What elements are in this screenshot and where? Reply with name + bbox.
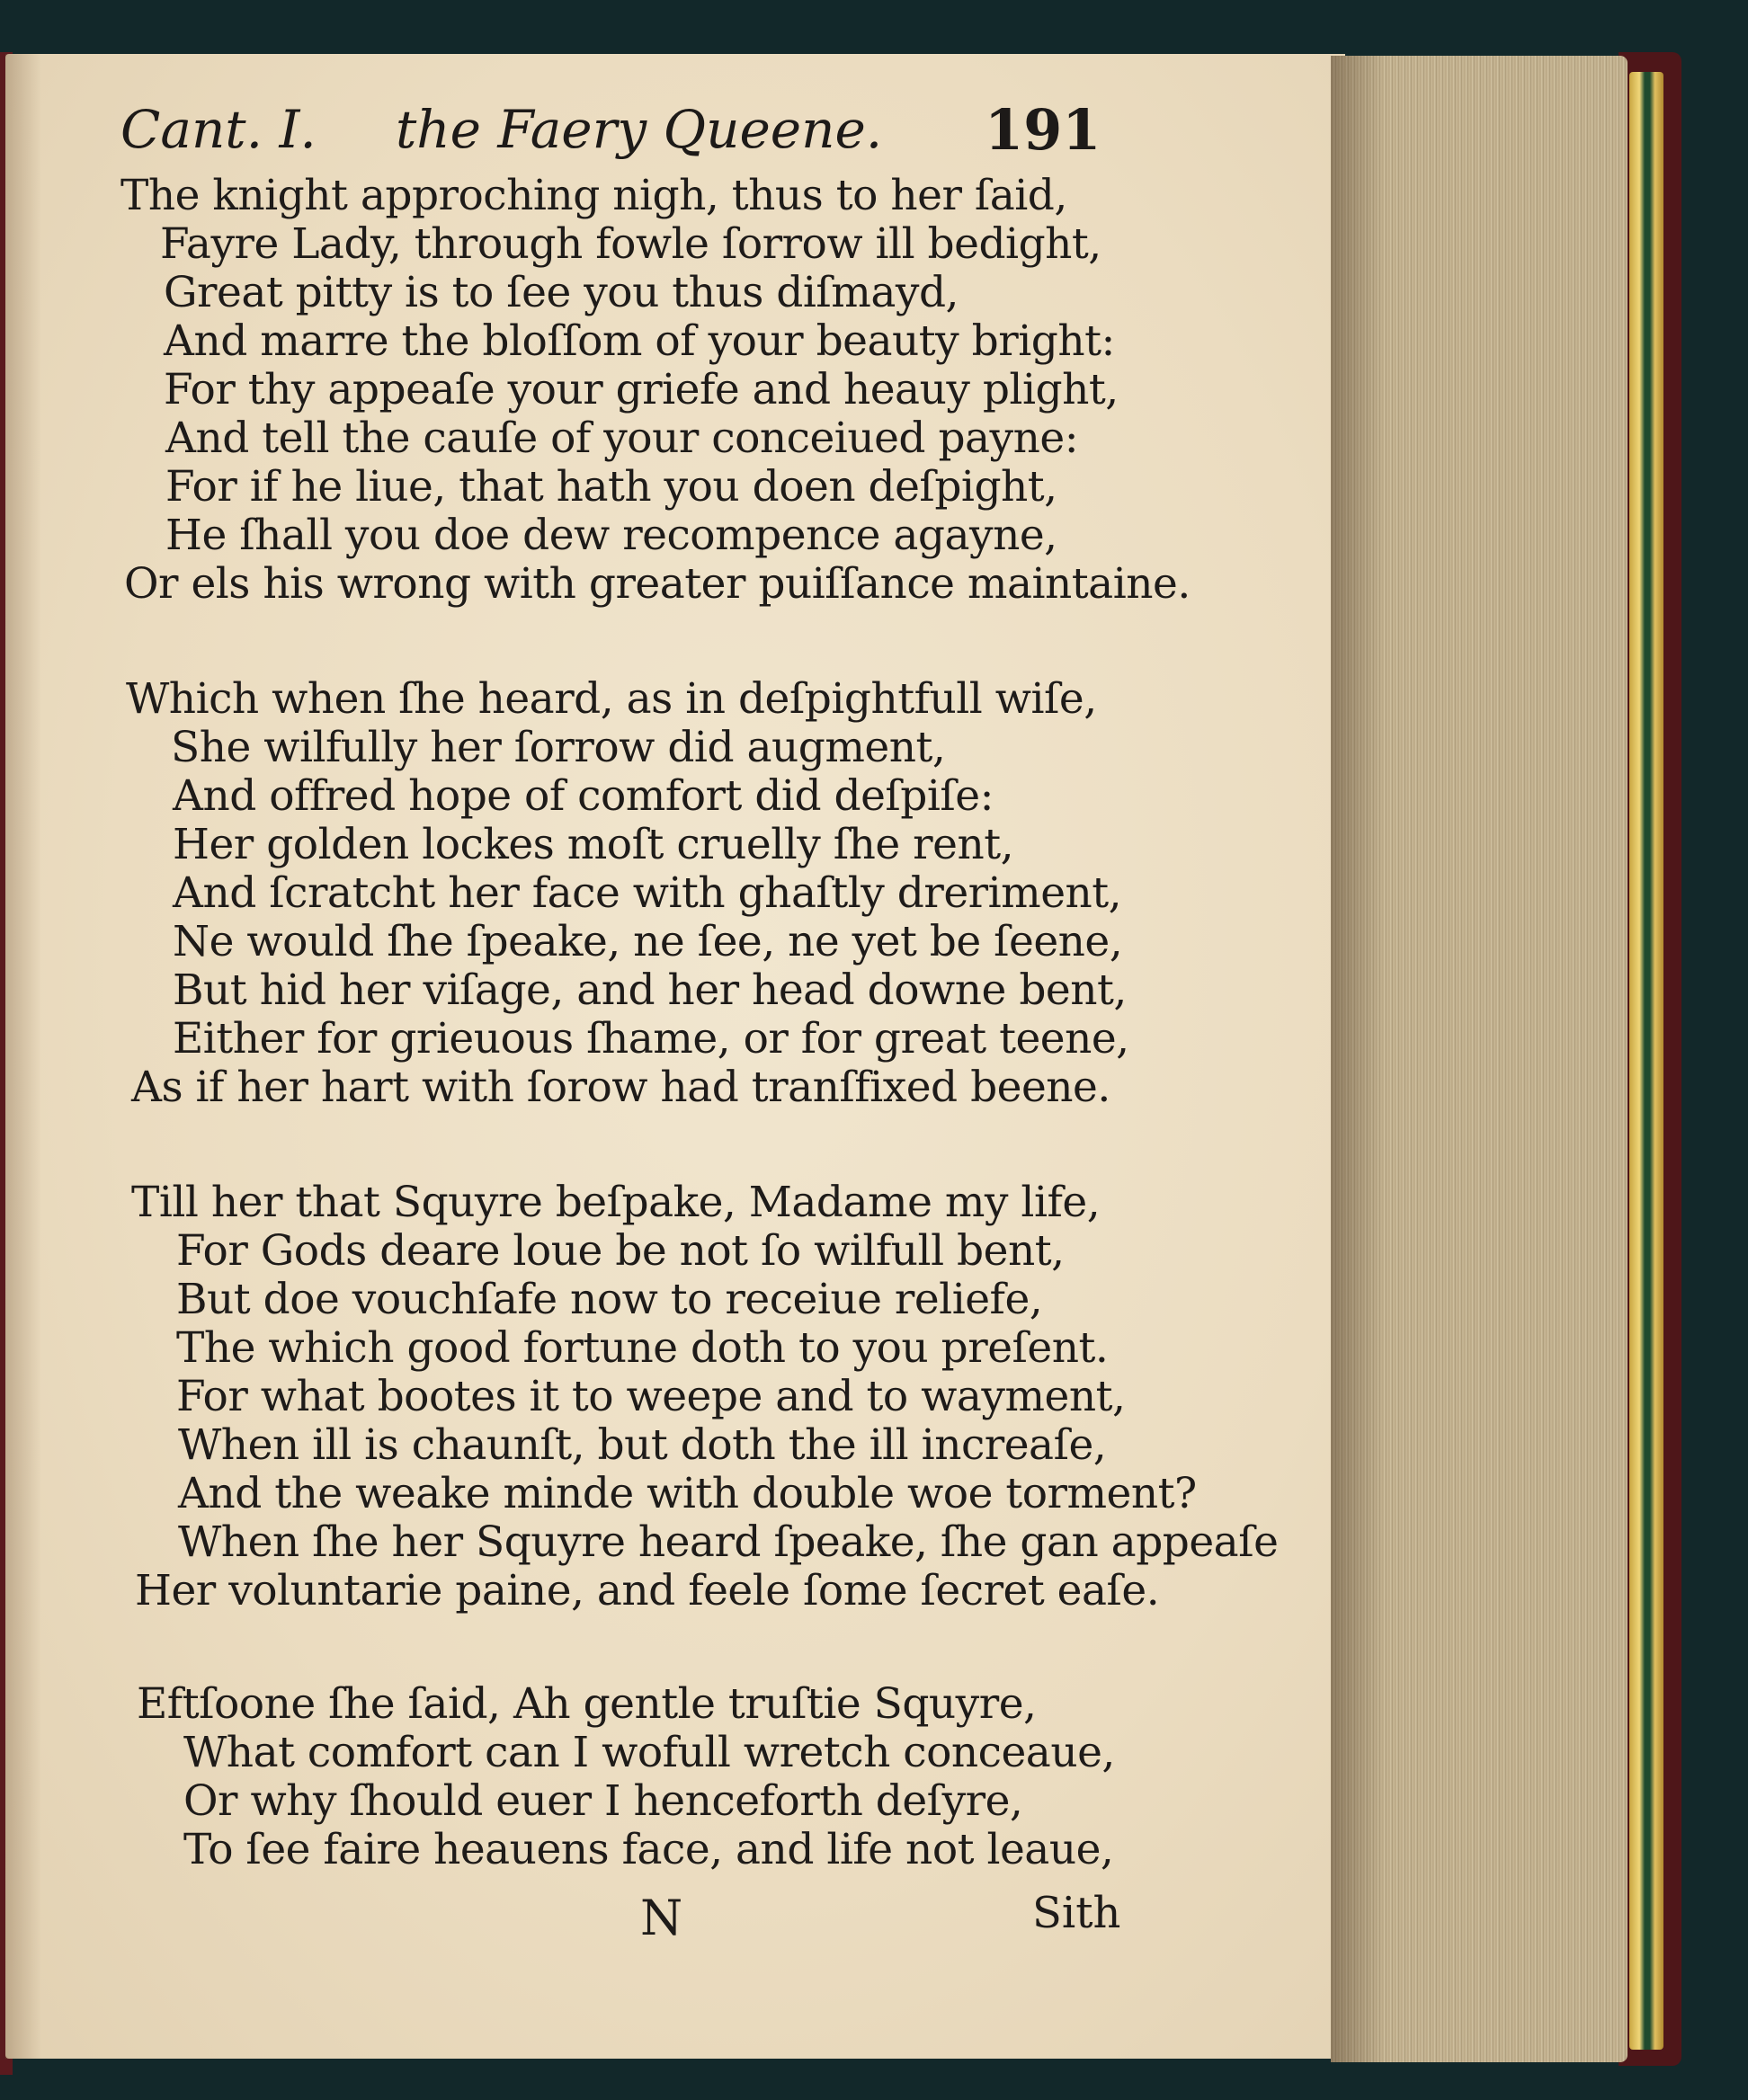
verse-line: Her golden lockes moſt cruelly ſhe rent,	[173, 820, 1014, 869]
running-header	[0, 90, 1169, 171]
verse-line: Either for grieuous ſhame, or for great teene,	[173, 1014, 1129, 1063]
catchword: Sith	[1032, 1888, 1121, 1938]
verse-line: The which good fortune doth to you preſent.	[176, 1323, 1109, 1373]
running-title: the Faery Queene.	[396, 99, 883, 160]
signature-mark: N	[640, 1890, 683, 1946]
verse-line: Ne would ſhe ſpeake, ne ſee, ne yet be ſeene,	[173, 917, 1123, 966]
page-number: 191	[985, 97, 1101, 163]
verse-line: But doe vouchſafe now to receiue reliefe,	[176, 1275, 1043, 1324]
gilt-edge-border	[1629, 72, 1663, 2050]
verse-line: For thy appeaſe your griefe and heauy plight,	[164, 365, 1119, 414]
verse-line: Which when ſhe heard, as in deſpightfull wiſe,	[126, 674, 1097, 724]
canto-label: Cant. I.	[120, 99, 317, 160]
verse-line: And tell the cauſe of your conceiued payne:	[165, 414, 1079, 463]
verse-line: When ill is chaunſt, but doth the ill increaſe,	[178, 1420, 1107, 1470]
verse-line: Fayre Lady, through fowle ſorrow ill bedight,	[160, 219, 1101, 269]
verse-line: When ſhe her Squyre heard ſpeake, ſhe gan appeaſe	[178, 1517, 1279, 1567]
verse-line: She wilfully her ſorrow did augment,	[171, 723, 946, 772]
verse-line: And offred hope of comfort did deſpiſe:	[173, 771, 994, 821]
verse-line: Or why ſhould euer I henceforth deſyre,	[183, 1776, 1023, 1826]
verse-line: To ſee faire heauens face, and life not leaue,	[183, 1825, 1114, 1874]
verse-line: For Gods deare loue be not ſo wilfull bent,	[176, 1226, 1065, 1276]
verse-line: Eftſoone ſhe ſaid, Ah gentle truſtie Squyre,	[137, 1679, 1037, 1729]
page-edge-shadow	[1331, 56, 1385, 2062]
verse-line: And marre the bloſſom of your beauty bright:	[164, 316, 1115, 366]
verse-line: As if her hart with ſorow had tranſfixed beene.	[131, 1063, 1110, 1112]
verse-line: For what bootes it to weepe and to wayment,	[176, 1372, 1126, 1421]
verse-line: Till her that Squyre beſpake, Madame my life,	[131, 1178, 1101, 1227]
gutter-shadow	[5, 54, 41, 2059]
verse-line: But hid her viſage, and her head downe bent,	[173, 965, 1127, 1015]
verse-line: And ſcratcht her face with ghaſtly dreriment,	[173, 868, 1122, 918]
verse-line: He ſhall you doe dew recompence agayne,	[165, 511, 1057, 560]
verse-line: And the weake minde with double woe torment?	[178, 1469, 1197, 1518]
verse-line: Or els his wrong with greater puiſſance maintaine.	[124, 559, 1191, 609]
verse-line: For if he liue, that hath you doen deſpight,	[165, 462, 1057, 512]
verse-line: Her voluntarie paine, and feele ſome ſecret eaſe.	[135, 1566, 1160, 1615]
verse-line: Great pitty is to ſee you thus diſmayd,	[164, 268, 959, 317]
verse-line: What comfort can I wofull wretch conceaue,	[183, 1728, 1115, 1777]
verse-line: The knight approching nigh, thus to her ſaid,	[120, 171, 1067, 220]
